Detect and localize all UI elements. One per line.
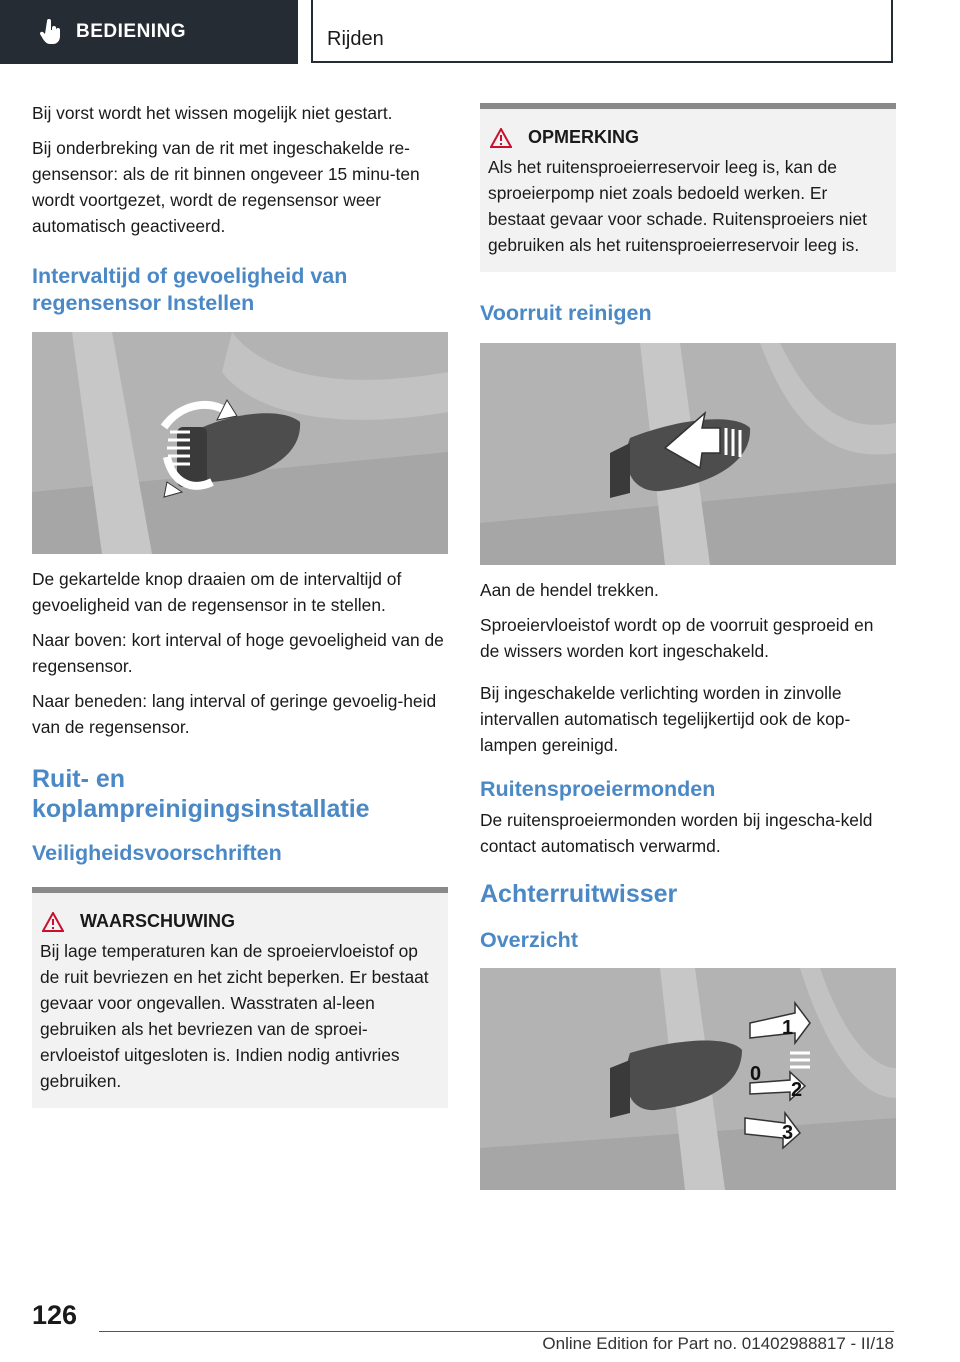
warning-triangle-icon	[42, 912, 64, 932]
figure-rain-sensor-knob	[32, 332, 448, 554]
warning-box	[32, 887, 448, 1108]
paragraph-turn-knob: De gekartelde knop draaien om de intervaltijd of gevoeligheid van de regensensor in te stellen.	[32, 569, 402, 615]
warning-triangle-icon	[490, 128, 512, 148]
callout-1: 1	[782, 1017, 794, 1039]
figure-pull-lever	[480, 343, 896, 565]
paragraph-spray: Sproeiervloeistof wordt op de voorruit gesproeid en de wissers worden kort ingeschakeld.	[480, 615, 874, 661]
note-box	[480, 103, 896, 272]
heading-rear-wiper: Achterruitwisser	[480, 880, 678, 908]
chapter-label: BEDIENING	[76, 21, 187, 42]
figure-rear-wiper-positions	[480, 968, 896, 1190]
warning-text: Bij lage temperaturen kan de sproeiervloeistof op de ruit bevriezen en het zicht beperken. Er bestaat gevaar voor ongevallen. Wasstraten al-leen gebruiken als het bevriezen van de sproei-ervloeistof uitgesloten is. Indien nodig antivries gebruiken.	[40, 941, 429, 1091]
paragraph-down: Naar beneden: lang interval of geringe gevoelig-heid van de regensensor.	[32, 691, 437, 737]
left-column	[32, 100, 448, 1108]
heading-overview: Overzicht	[480, 928, 578, 952]
warning-title: WAARSCHUWING	[80, 911, 235, 931]
heading-clean-windshield: Voorruit reinigen	[480, 301, 652, 325]
callout-2: 2	[791, 1079, 803, 1101]
note-title: OPMERKING	[528, 127, 640, 147]
heading-nozzles: Ruitensproeiermonden	[480, 777, 716, 801]
chapter-tab	[0, 0, 298, 64]
paragraph-pull-lever: Aan de hendel trekken.	[480, 580, 659, 600]
section-tab	[311, 0, 893, 63]
paragraph-frost: Bij vorst wordt het wissen mogelijk niet gestart.	[32, 103, 393, 123]
paragraph-interruption: Bij onderbreking van de rit met ingeschakelde re-gensensor: als de rit binnen ongeveer 15 minu-ten wordt voortgezet, wordt de regensensor weer automatisch geactiveerd.	[32, 138, 420, 236]
callout-0: 0	[750, 1063, 762, 1085]
note-header	[488, 127, 886, 148]
heading-safety: Veiligheidsvoorschriften	[32, 841, 282, 865]
paragraph-headlamps: Bij ingeschakelde verlichting worden in zinvolle intervallen automatisch tegelijkertijd ook de kop-lampen gereinigd.	[480, 683, 851, 755]
note-text: Als het ruitensproeierreservoir leeg is, kan de sproeierpomp niet zoals bedoeld werken. Er bestaat gevaar voor schade. Ruitensproeiers niet gebruiken als het ruitensproeierreservoir leeg is.	[488, 157, 867, 255]
paragraph-nozzles: De ruitensproeiermonden worden bij ingescha-keld contact automatisch verwarmd.	[480, 810, 873, 856]
footer-divider	[99, 1331, 894, 1332]
heading-interval: Intervaltijd of gevoeligheid van regensensor Instellen	[32, 264, 348, 315]
paragraph-up: Naar boven: kort interval of hoge gevoeligheid van de regensensor.	[32, 630, 444, 676]
hand-pointer-icon	[40, 19, 62, 45]
callout-3: 3	[782, 1122, 794, 1144]
right-column	[480, 103, 896, 1190]
section-label: Rijden	[327, 28, 384, 50]
footer-edition: Online Edition for Part no. 01402988817 - II/18	[542, 1334, 894, 1353]
heading-washer-system: Ruit- en koplampreinigingsinstallatie	[32, 765, 370, 823]
page-number: 126	[32, 1300, 78, 1330]
warning-header	[40, 911, 438, 932]
